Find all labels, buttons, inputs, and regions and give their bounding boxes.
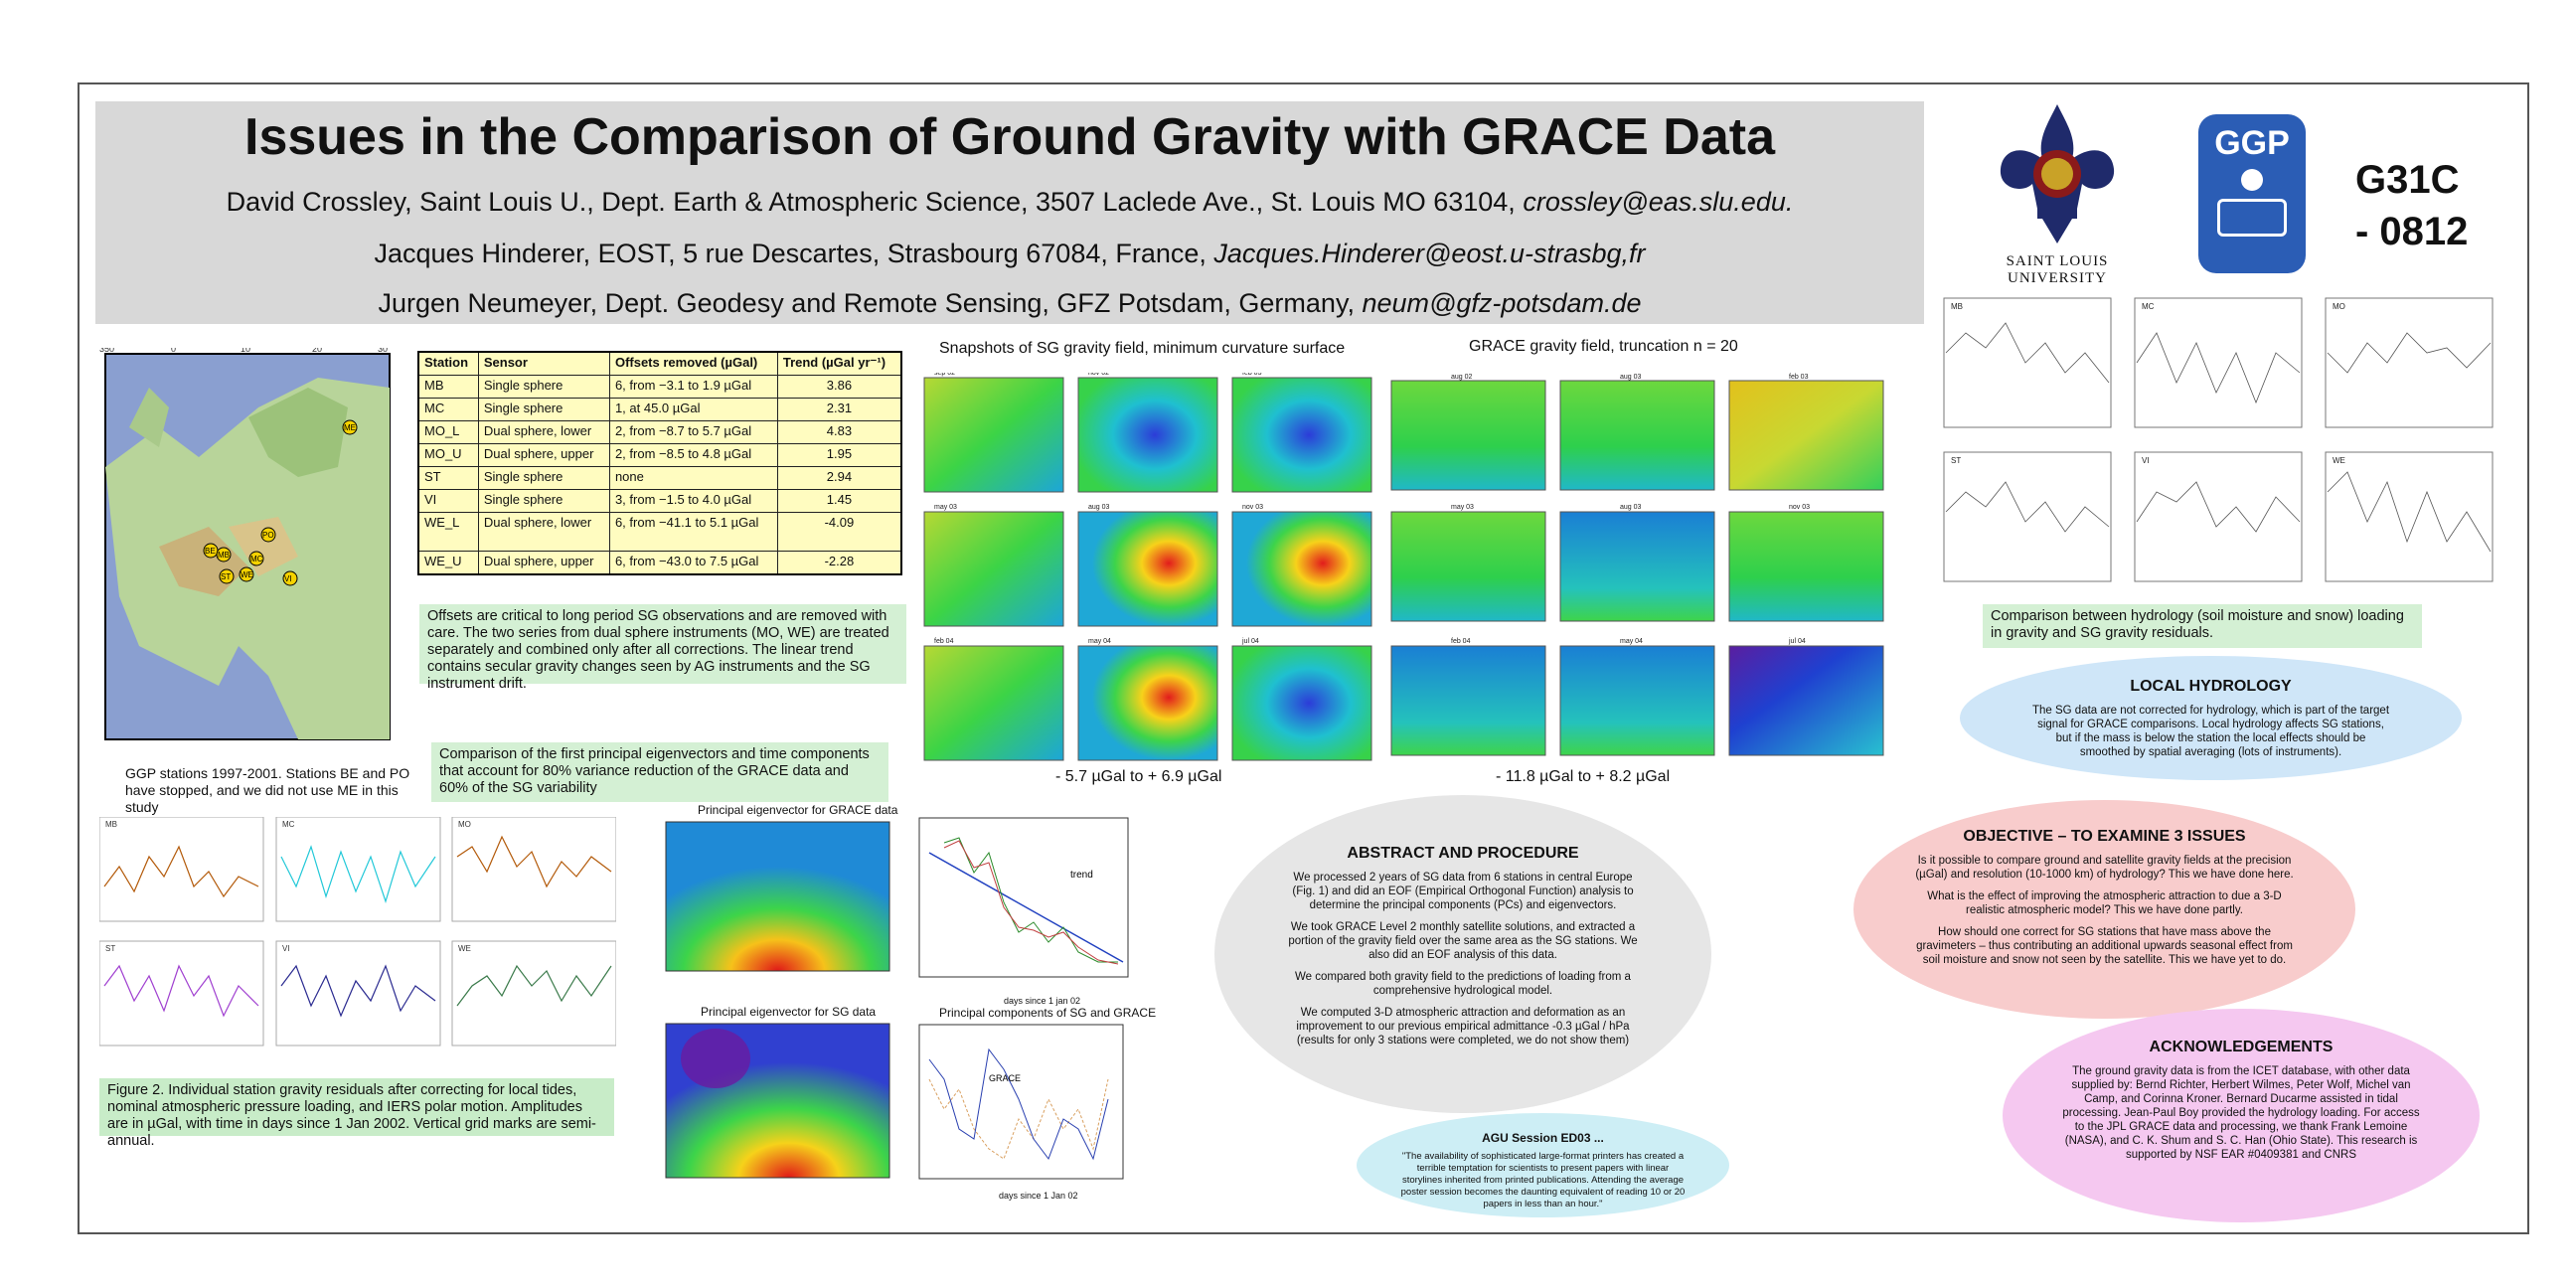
agu-title: AGU Session ED03 ... bbox=[1482, 1131, 1604, 1145]
local-hydrology-text: The SG data are not corrected for hydrology, which is part of the target signal for GRACE comparisons. Local hydrology affects SG stations, but if the mass is below the station the local effects should be smoothed by spatial averaging (lots of instruments). bbox=[2031, 705, 2390, 758]
sg-map-panel bbox=[1078, 512, 1217, 626]
svg-text:30°: 30° bbox=[378, 348, 392, 354]
svg-text:may 04: may 04 bbox=[1620, 638, 1643, 645]
objective-title: OBJECTIVE – TO EXAMINE 3 ISSUES bbox=[1963, 828, 2246, 845]
svg-text:ST: ST bbox=[105, 944, 116, 953]
europe-map bbox=[99, 348, 396, 745]
svg-text:10°: 10° bbox=[241, 348, 254, 354]
table-row: MO_L Dual sphere, lower 2, from −8.7 to 5.7 µGal 4.83 bbox=[418, 421, 901, 444]
svg-text:feb 03: feb 03 bbox=[1242, 373, 1262, 377]
abstract-title: ABSTRACT AND PROCEDURE bbox=[1347, 845, 1579, 862]
svg-text:sep 02: sep 02 bbox=[934, 373, 956, 377]
map-caption: GGP stations 1997-2001. Stations BE and PO have stopped, and we did not use ME in this study bbox=[125, 765, 410, 815]
abstract-paragraph: We compared both gravity field to the predictions of loading from a comprehensive hydrological model. bbox=[1295, 971, 1631, 997]
sg-map-panel bbox=[924, 512, 1063, 626]
svg-text:feb 04: feb 04 bbox=[1451, 638, 1471, 645]
abstract-paragraph: We computed 3-D atmospheric attraction and deformation as an improvement to our previous empirical admittance -0.3 µGal / hPa (results for only 3 stations were completed, we do not show them) bbox=[1296, 1007, 1630, 1046]
local-hydrology-title: LOCAL HYDROLOGY bbox=[2130, 678, 2292, 695]
svg-text:ST: ST bbox=[1951, 456, 1962, 465]
grace-snapshot-grid bbox=[1386, 373, 1893, 770]
sg-snapshots-title: Snapshots of SG gravity field, minimum curvature surface bbox=[939, 340, 1346, 357]
svg-text:may 03: may 03 bbox=[1451, 504, 1474, 511]
sg-map-panel bbox=[924, 378, 1063, 492]
sg-map-panel bbox=[1078, 378, 1217, 492]
session-code: G31C - 0812 bbox=[2355, 158, 2469, 253]
map-station-label: VI bbox=[284, 574, 292, 583]
ggp-logo: GGP bbox=[2198, 114, 2306, 273]
sg-map-panel bbox=[1232, 512, 1371, 626]
objective-paragraph: How should one correct for SG stations that have mass above the gravimeters – thus contributing an additional upwards seasonal effect from soil moisture and snow not seen by the satellite. This we have yet to do. bbox=[1916, 926, 2293, 966]
svg-text:MB: MB bbox=[105, 820, 117, 829]
hydrology-comparison-panels bbox=[1936, 293, 2522, 591]
author-line-3: Jurgen Neumeyer, Dept. Geodesy and Remote Sensing, GFZ Potsdam, Germany, neum@gfz-potsdam.de bbox=[378, 288, 1642, 318]
svg-text:MC: MC bbox=[282, 820, 295, 829]
eigen-sg-title: Principal eigenvector for SG data bbox=[701, 1005, 877, 1019]
grace-range-label: - 11.8 µGal to + 8.2 µGal bbox=[1496, 768, 1671, 785]
grace-map-panel bbox=[1560, 646, 1714, 755]
grace-map-panel bbox=[1391, 512, 1545, 621]
map-station-label: BE bbox=[205, 547, 216, 556]
grace-map-panel bbox=[1560, 512, 1714, 621]
hydro-caption: Comparison between hydrology (soil moisture and snow) loading in gravity and SG gravity residuals. bbox=[1983, 604, 2422, 648]
slu-logo bbox=[1993, 99, 2122, 288]
map-station-label: WE bbox=[241, 570, 253, 579]
sg-snapshot-grid bbox=[919, 373, 1416, 770]
svg-text:nov 03: nov 03 bbox=[1789, 504, 1811, 511]
svg-text:VI: VI bbox=[282, 944, 290, 953]
fleur-de-lis-icon bbox=[1993, 99, 2122, 248]
svg-text:feb 03: feb 03 bbox=[1789, 374, 1809, 381]
figure2-caption: Figure 2. Individual station gravity residuals after correcting for local tides, nominal atmospheric pressure loading, and IERS polar motion. Amplitudes are in µGal, with time in days since 1 Jan 2002. Vertical grid marks are semi-annual. bbox=[99, 1078, 614, 1136]
svg-text:WE: WE bbox=[458, 944, 471, 953]
table-row: WE_L Dual sphere, lower 6, from −41.1 to 5.1 µGal -4.09 bbox=[418, 513, 901, 552]
svg-text:aug 03: aug 03 bbox=[1620, 374, 1642, 381]
abstract-section bbox=[1214, 795, 1711, 1113]
acknowledgements-text: The ground gravity data is from the ICET database, with other data supplied by: Bernd Richter, Herbert Wilmes, Peter Wolf, Michel van Camp, and Corinna Kroner. Bernard Ducarme assisted in tidal processing. Jean-Paul Boy provided the hydrology loading. For access to the JPL GRACE data and processing, we thank Frank Lemoine (NASA), and C. K. Shum and S. C. Han (Ohio State). This research is supported by NSF EAR #0409381 and CNRS bbox=[2062, 1065, 2420, 1161]
map-station-label: MC bbox=[250, 555, 263, 564]
sg-range-label: - 5.7 µGal to + 6.9 µGal bbox=[1055, 768, 1222, 785]
poster-title: Issues in the Comparison of Ground Gravity with GRACE Data bbox=[244, 108, 1775, 166]
svg-text:MO: MO bbox=[2333, 302, 2345, 311]
svg-text:350°: 350° bbox=[99, 348, 118, 354]
svg-text:0°: 0° bbox=[171, 348, 180, 354]
author-line-1: David Crossley, Saint Louis U., Dept. Earth & Atmospheric Science, 3507 Laclede Ave., St. Louis MO 63104, crossley@eas.slu.edu. bbox=[226, 187, 1794, 217]
grace-map-panel bbox=[1729, 381, 1883, 490]
map-station-label: PO bbox=[262, 531, 274, 540]
svg-text:WE: WE bbox=[2333, 456, 2345, 465]
grace-snapshots-title: GRACE gravity field, truncation n = 20 bbox=[1469, 338, 1738, 355]
eigen-grace-title: Principal eigenvector for GRACE data bbox=[698, 803, 898, 817]
svg-text:MO: MO bbox=[458, 820, 471, 829]
author-line-2: Jacques Hinderer, EOST, 5 rue Descartes, Strasbourg 67084, France, Jacques.Hinderer@eost.u-strasbg,fr bbox=[374, 239, 1646, 268]
grace-map-panel bbox=[1729, 512, 1883, 621]
station-table-container bbox=[417, 351, 904, 575]
svg-text:may 04: may 04 bbox=[1088, 638, 1111, 645]
local-hydrology-section bbox=[1960, 656, 2462, 780]
station-residual-plots bbox=[99, 817, 616, 1055]
map-station-label: MB bbox=[218, 551, 230, 560]
table-row: ST Single sphere none 2.94 bbox=[418, 467, 901, 490]
map-station-label: ST bbox=[221, 572, 232, 581]
svg-text:feb 04: feb 04 bbox=[934, 638, 954, 645]
trend-xlabel: days since 1 jan 02 bbox=[1004, 996, 1081, 1006]
svg-text:MB: MB bbox=[1951, 302, 1963, 311]
svg-text:aug 02: aug 02 bbox=[1451, 374, 1473, 381]
offsets-note: Offsets are critical to long period SG observations and are removed with care. The two series from dual sphere instruments (MO, WE) are treated separately and combined only after all corrections. The linear trend contains secular gravity changes seen by AG instruments and the SG instrument drift. bbox=[419, 604, 906, 684]
slu-name: SAINT LOUIS UNIVERSITY bbox=[2006, 253, 2109, 286]
svg-text:nov 03: nov 03 bbox=[1242, 504, 1264, 511]
table-row: MC Single sphere 1, at 45.0 µGal 2.31 bbox=[418, 399, 901, 421]
acknowledgements-title: ACKNOWLEDGEMENTS bbox=[2149, 1039, 2334, 1055]
svg-text:may 03: may 03 bbox=[934, 504, 957, 511]
abstract-paragraph: We processed 2 years of SG data from 6 stations in central Europe (Fig. 1) and did an EOF (Empirical Orthogonal Function) analysis to determine the principal components (PCs) and eigenvectors. bbox=[1292, 872, 1634, 911]
station-table bbox=[417, 351, 902, 575]
objective-paragraph: Is it possible to compare ground and satellite gravity fields at the precision (µGal) and resolution (10-1000 km) of hydrology? This we have done here. bbox=[1915, 855, 2294, 881]
svg-text:aug 03: aug 03 bbox=[1620, 504, 1642, 511]
pc-legend: GRACE bbox=[989, 1073, 1022, 1083]
svg-text:jul 04: jul 04 bbox=[1242, 638, 1259, 645]
eigen-grace-plot bbox=[656, 817, 894, 981]
map-station-label: ME bbox=[344, 423, 356, 432]
svg-text:20°: 20° bbox=[312, 348, 326, 354]
grace-map-panel bbox=[1729, 646, 1883, 755]
grace-map-panel bbox=[1391, 381, 1545, 490]
abstract-paragraph: We took GRACE Level 2 monthly satellite solutions, and extracted a portion of the gravity field over the same area as the SG stations. We also did an EOF analysis of this data. bbox=[1288, 921, 1638, 961]
table-header-row: Station Sensor Offsets removed (µGal) Trend (µGal yr⁻¹) bbox=[418, 352, 901, 376]
sg-map-panel bbox=[924, 646, 1063, 760]
pc-title: Principal components of SG and GRACE bbox=[939, 1006, 1157, 1020]
agu-quote-section bbox=[1357, 1113, 1729, 1217]
eigen-caption: Comparison of the first principal eigenvectors and time components that account for 80% variance reduction of the GRACE data and 60% of the SG variability bbox=[431, 742, 888, 802]
eigen-sg-plot bbox=[656, 1019, 894, 1188]
trend-label: trend bbox=[1070, 870, 1093, 881]
svg-text:MC: MC bbox=[2142, 302, 2155, 311]
table-row: VI Single sphere 3, from −1.5 to 4.0 µGal 1.45 bbox=[418, 490, 901, 513]
gravimeter-icon bbox=[2217, 199, 2287, 237]
pc-xlabel: days since 1 Jan 02 bbox=[999, 1191, 1078, 1201]
agu-quote: "The availability of sophisticated large-format printers has created a terrible temptation for scientists to present papers with linear storylines inherited from printed publications. Attending the average poster session becomes the daunting equivalent of reading 10 or 20 papers in less than an hour." bbox=[1400, 1151, 1686, 1209]
svg-text:VI: VI bbox=[2142, 456, 2150, 465]
table-row: MO_U Dual sphere, upper 2, from −8.5 to 4.8 µGal 1.95 bbox=[418, 444, 901, 467]
table-row: MB Single sphere 6, from −3.1 to 1.9 µGal 3.86 bbox=[418, 376, 901, 399]
svg-text:aug 03: aug 03 bbox=[1088, 504, 1110, 511]
svg-text:nov 02: nov 02 bbox=[1088, 373, 1110, 377]
svg-text:jul 04: jul 04 bbox=[1789, 638, 1806, 645]
trend-plot bbox=[899, 813, 1138, 992]
grace-map-panel bbox=[1391, 646, 1545, 755]
sg-map-panel bbox=[1232, 646, 1371, 760]
sg-map-panel bbox=[1232, 378, 1371, 492]
pc-plot bbox=[899, 1020, 1143, 1189]
objective-paragraph: What is the effect of improving the atmospheric attraction to due a 3-D realistic atmospheric model? This we have done partly. bbox=[1927, 890, 2282, 916]
objective-section bbox=[1853, 800, 2355, 1019]
sg-map-panel bbox=[1078, 646, 1217, 760]
table-row: WE_U Dual sphere, upper 6, from −43.0 to 7.5 µGal -2.28 bbox=[418, 552, 901, 575]
grace-map-panel bbox=[1560, 381, 1714, 490]
acknowledgements-section bbox=[2003, 1009, 2480, 1222]
